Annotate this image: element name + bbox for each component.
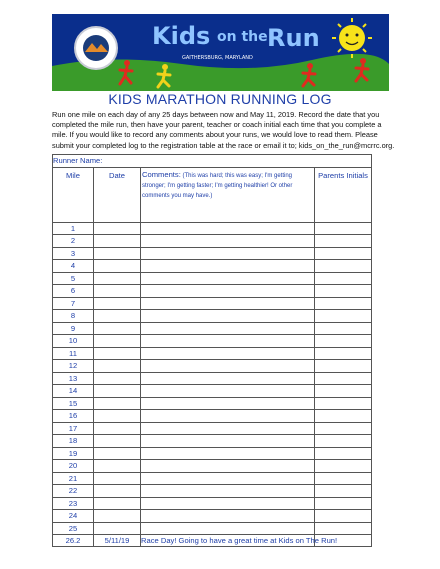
parents-initials-cell[interactable] <box>315 285 372 298</box>
parents-initials-cell[interactable] <box>315 435 372 448</box>
date-cell[interactable] <box>94 247 141 260</box>
date-cell[interactable] <box>94 510 141 523</box>
date-cell[interactable] <box>94 360 141 373</box>
parents-initials-cell[interactable] <box>315 447 372 460</box>
comment-cell[interactable] <box>141 272 315 285</box>
logo-word-kids: Kids <box>152 22 211 50</box>
instructions-line: mile. If you would like to record any comments about your runs, we would love to read them. Please <box>52 130 378 140</box>
mile-cell: 15 <box>53 397 94 410</box>
parents-initials-cell[interactable] <box>315 347 372 360</box>
mile-cell: 25 <box>53 522 94 535</box>
date-cell[interactable] <box>94 422 141 435</box>
instructions <box>52 110 395 151</box>
parents-initials-cell[interactable] <box>315 260 372 273</box>
mile-cell: 1 <box>53 222 94 235</box>
comment-cell[interactable] <box>141 422 315 435</box>
mile-cell: 13 <box>53 372 94 385</box>
date-cell[interactable] <box>94 460 141 473</box>
table-row <box>53 272 372 285</box>
table-row <box>53 510 372 523</box>
header-banner <box>52 14 389 91</box>
column-header-mile: Mile <box>53 167 94 222</box>
column-header-date: Date <box>94 167 141 222</box>
parents-initials-cell[interactable] <box>315 222 372 235</box>
comment-cell[interactable] <box>141 235 315 248</box>
parents-initials-cell[interactable] <box>315 322 372 335</box>
instructions-line: completed the mile run, then have your parent, teacher or coach initial each time that you complete a <box>52 120 382 130</box>
parents-initials-cell[interactable] <box>315 472 372 485</box>
date-cell[interactable] <box>94 297 141 310</box>
comment-cell[interactable] <box>141 360 315 373</box>
instructions-line: Run one mile on each day of any 25 days between now and May 11, 2019. Record the date that you <box>52 110 380 119</box>
date-cell[interactable] <box>94 322 141 335</box>
logo-word-run: Run <box>267 24 320 52</box>
date-cell[interactable] <box>94 260 141 273</box>
table-row <box>53 235 372 248</box>
comment-cell[interactable] <box>141 510 315 523</box>
mile-cell: 5 <box>53 272 94 285</box>
parents-initials-cell[interactable] <box>315 297 372 310</box>
race-day-row <box>53 535 372 547</box>
table-row <box>53 397 372 410</box>
runner-name-field[interactable]: Runner Name: <box>53 155 372 168</box>
column-header-comments <box>141 167 315 222</box>
mile-cell: 16 <box>53 410 94 423</box>
mile-cell: 20 <box>53 460 94 473</box>
comment-cell[interactable] <box>141 385 315 398</box>
date-cell[interactable] <box>94 335 141 348</box>
date-cell[interactable] <box>94 497 141 510</box>
banner-location: GAITHERSBURG, MARYLAND <box>182 55 253 61</box>
final-date-cell: 5/11/19 <box>94 535 141 547</box>
table-row <box>53 497 372 510</box>
table-row <box>53 360 372 373</box>
table-row <box>53 247 372 260</box>
date-cell[interactable] <box>94 272 141 285</box>
table-header-row <box>53 167 372 222</box>
running-log-table <box>52 154 372 547</box>
table-row <box>53 260 372 273</box>
logo-word-on-the: on the <box>217 29 268 45</box>
table-row <box>53 285 372 298</box>
mile-cell: 8 <box>53 310 94 323</box>
comments-header-hint: (This was hard; this was easy; I'm getting stronger; I'm getting faster; I'm getting healthier! Or other comments you may have.) <box>142 172 293 200</box>
parents-initials-cell[interactable] <box>315 422 372 435</box>
table-row <box>53 472 372 485</box>
runner-name-row <box>53 155 372 168</box>
date-cell[interactable] <box>94 410 141 423</box>
table-row <box>53 460 372 473</box>
comment-cell[interactable] <box>141 435 315 448</box>
mile-cell: 22 <box>53 485 94 498</box>
comments-header-label: Comments: <box>142 169 181 179</box>
comment-cell[interactable] <box>141 460 315 473</box>
mile-cell: 23 <box>53 497 94 510</box>
table-row <box>53 385 372 398</box>
mile-cell: 2 <box>53 235 94 248</box>
date-cell[interactable] <box>94 235 141 248</box>
comment-cell[interactable] <box>141 260 315 273</box>
parents-initials-cell[interactable] <box>315 310 372 323</box>
mile-cell: 6 <box>53 285 94 298</box>
table-row <box>53 297 372 310</box>
table-row <box>53 222 372 235</box>
mile-cell: 4 <box>53 260 94 273</box>
parents-initials-cell[interactable] <box>315 485 372 498</box>
mile-cell: 21 <box>53 472 94 485</box>
table-row <box>53 447 372 460</box>
comment-cell[interactable] <box>141 497 315 510</box>
page-title: KIDS MARATHON RUNNING LOG <box>108 91 332 107</box>
comment-cell[interactable] <box>141 410 315 423</box>
parents-initials-cell[interactable] <box>315 397 372 410</box>
mile-cell: 10 <box>53 335 94 348</box>
table-row <box>53 335 372 348</box>
date-cell[interactable] <box>94 347 141 360</box>
mile-cell: 19 <box>53 447 94 460</box>
mile-cell: 12 <box>53 360 94 373</box>
mile-cell: 7 <box>53 297 94 310</box>
comment-cell[interactable] <box>141 222 315 235</box>
instructions-line: submit your completed log to the registration table at the race or email it to; kids_on_the_run@mcrrc.org. <box>52 140 395 150</box>
comment-cell[interactable] <box>141 472 315 485</box>
table-row <box>53 322 372 335</box>
table-row <box>53 422 372 435</box>
date-cell[interactable] <box>94 522 141 535</box>
comment-cell[interactable] <box>141 297 315 310</box>
column-header-parents-initials: Parents Initials <box>315 167 372 222</box>
parents-initials-cell[interactable] <box>315 360 372 373</box>
parents-initials-cell[interactable] <box>315 372 372 385</box>
comment-cell[interactable] <box>141 522 315 535</box>
date-cell[interactable] <box>94 285 141 298</box>
final-mile-cell: 26.2 <box>53 535 94 547</box>
comment-cell[interactable] <box>141 310 315 323</box>
date-cell[interactable] <box>94 397 141 410</box>
parents-initials-cell[interactable] <box>315 410 372 423</box>
date-cell[interactable] <box>94 385 141 398</box>
comment-cell[interactable] <box>141 347 315 360</box>
date-cell[interactable] <box>94 447 141 460</box>
parents-initials-cell[interactable] <box>315 272 372 285</box>
table-row <box>53 347 372 360</box>
date-cell[interactable] <box>94 485 141 498</box>
comment-cell[interactable] <box>141 485 315 498</box>
table-row <box>53 485 372 498</box>
comment-cell[interactable] <box>141 372 315 385</box>
parents-initials-cell[interactable] <box>315 335 372 348</box>
mile-cell: 24 <box>53 510 94 523</box>
mile-cell: 9 <box>53 322 94 335</box>
banner-art <box>52 14 389 91</box>
parents-initials-cell[interactable] <box>315 235 372 248</box>
date-cell[interactable] <box>94 435 141 448</box>
parents-initials-cell[interactable] <box>315 460 372 473</box>
parents-initials-cell[interactable] <box>315 522 372 535</box>
comment-cell[interactable] <box>141 335 315 348</box>
parents-initials-cell[interactable] <box>315 497 372 510</box>
mile-cell: 17 <box>53 422 94 435</box>
comment-cell[interactable] <box>141 397 315 410</box>
table-row <box>53 522 372 535</box>
table-row <box>53 310 372 323</box>
table-row <box>53 372 372 385</box>
mile-cell: 11 <box>53 347 94 360</box>
mile-cell: 14 <box>53 385 94 398</box>
mile-cell: 18 <box>53 435 94 448</box>
parents-initials-cell[interactable] <box>315 510 372 523</box>
comment-cell[interactable] <box>141 322 315 335</box>
comment-cell[interactable] <box>141 285 315 298</box>
comment-cell[interactable] <box>141 247 315 260</box>
date-cell[interactable] <box>94 372 141 385</box>
comment-cell[interactable] <box>141 447 315 460</box>
table-row <box>53 410 372 423</box>
parents-initials-cell[interactable] <box>315 247 372 260</box>
date-cell[interactable] <box>94 310 141 323</box>
date-cell[interactable] <box>94 222 141 235</box>
parents-initials-cell[interactable] <box>315 385 372 398</box>
final-comment-cell: Race Day! Going to have a great time at Kids on The Run! <box>141 536 338 545</box>
date-cell[interactable] <box>94 472 141 485</box>
mile-cell: 3 <box>53 247 94 260</box>
table-row <box>53 435 372 448</box>
